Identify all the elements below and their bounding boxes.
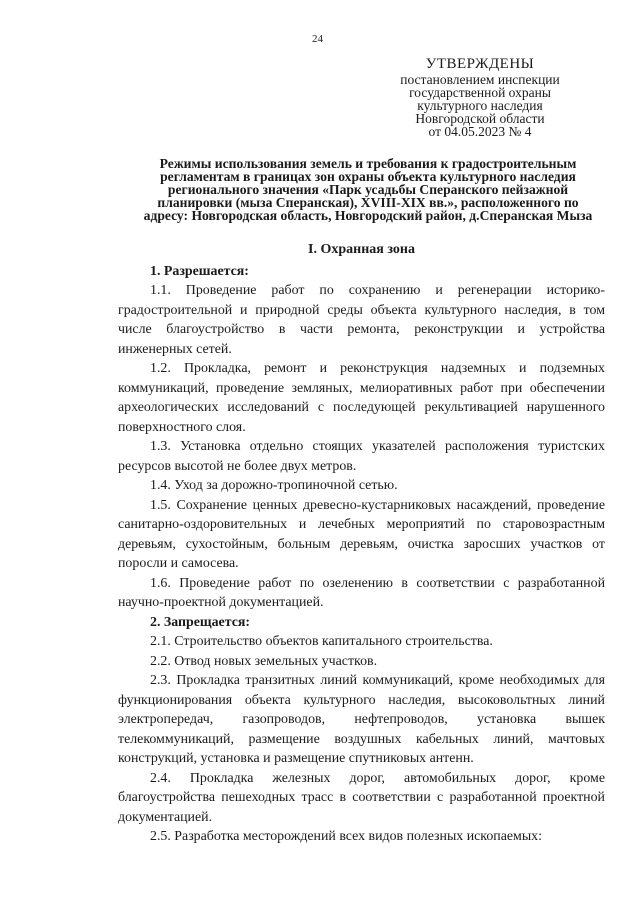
prohibited-item: 2.5. Разработка месторождений всех видов полезных ископаемых:	[150, 829, 542, 844]
approval-title: УТВЕРЖДЕНЫ	[425, 56, 535, 72]
prohibited-item: 2.3. Прокладка транзитных линий коммуникаций, кроме необходимых для функционирования объекта культурного наследия, высоковольтных линий электропередач, газопроводов, нефтепроводов, установка вышек телекоммуникаций, размещение воздушных кабельных линий, мачтовых конструкций, установка и размещение спутниковых антенн.	[118, 673, 605, 766]
approval-line: постановлением инспекции	[400, 72, 560, 87]
section-heading: I. Охранная зона	[308, 242, 415, 257]
allowed-heading: 1. Разрешается:	[150, 263, 249, 279]
document-title-line: Режимы использования земель и требования к градостроительным	[159, 156, 577, 171]
document-body	[118, 240, 605, 847]
allowed-item: 1.1. Проведение работ по сохранению и регенерации историко-градостроительной и природной среды объекта культурного наследия, в том числе благоустройство в части ремонта, реконструкции и устройства инженерных сетей.	[118, 283, 605, 357]
allowed-item: 1.2. Прокладка, ремонт и реконструкция надземных и подземных коммуникаций, проведение земляных, мелиоративных работ при обеспечении археологических исследований с последующей рекультивацией нарушенного поверхностного слоя.	[118, 361, 605, 435]
approval-date-number: от 04.05.2023 № 4	[428, 124, 532, 139]
allowed-item: 1.5. Сохранение ценных древесно-кустарниковых насаждений, проведение санитарно-оздоровительных и лечебных мероприятий по старовозрастным деревьям, сухостойным, больным деревьям, очистка заросших участков от поросли и самосева.	[118, 497, 605, 571]
approval-line: Новгородской области	[415, 111, 545, 126]
document-title-line: адресу: Новгородская область, Новгородский район, д.Сперанская Мыза	[143, 208, 593, 223]
prohibited-item: 2.1. Строительство объектов капитального строительства.	[150, 634, 493, 649]
allowed-item: 1.3. Установка отдельно стоящих указателей расположения туристских ресурсов высотой не более двух метров.	[118, 439, 605, 474]
allowed-item: 1.6. Проведение работ по озеленению в соответствии с разработанной научно-проектной документацией.	[118, 575, 605, 610]
document-title-line: планировки (мыза Сперанская), XVIII-XIX вв.», расположенного по	[157, 195, 579, 210]
prohibited-item: 2.4. Прокладка железных дорог, автомобильных дорог, кроме благоустройства пешеходных трасс в соответствии с разработанной проектной документацией.	[118, 770, 605, 825]
approval-line: культурного наследия	[417, 98, 543, 113]
prohibited-item: 2.2. Отвод новых земельных участков.	[150, 653, 378, 669]
approval-line: государственной охраны	[409, 85, 551, 100]
allowed-item: 1.4. Уход за дорожно-тропиночной сетью.	[150, 478, 398, 493]
page-number: 24	[312, 33, 323, 45]
document-title-line: регионального значения «Парк усадьбы Сперанского пейзажной	[167, 182, 569, 197]
approval-stamp	[360, 58, 600, 138]
document-title	[118, 157, 618, 222]
document-title-line: регламентам в границах зон охраны объекта культурного наследия	[160, 169, 576, 184]
prohibited-heading: 2. Запрещается:	[150, 614, 251, 630]
